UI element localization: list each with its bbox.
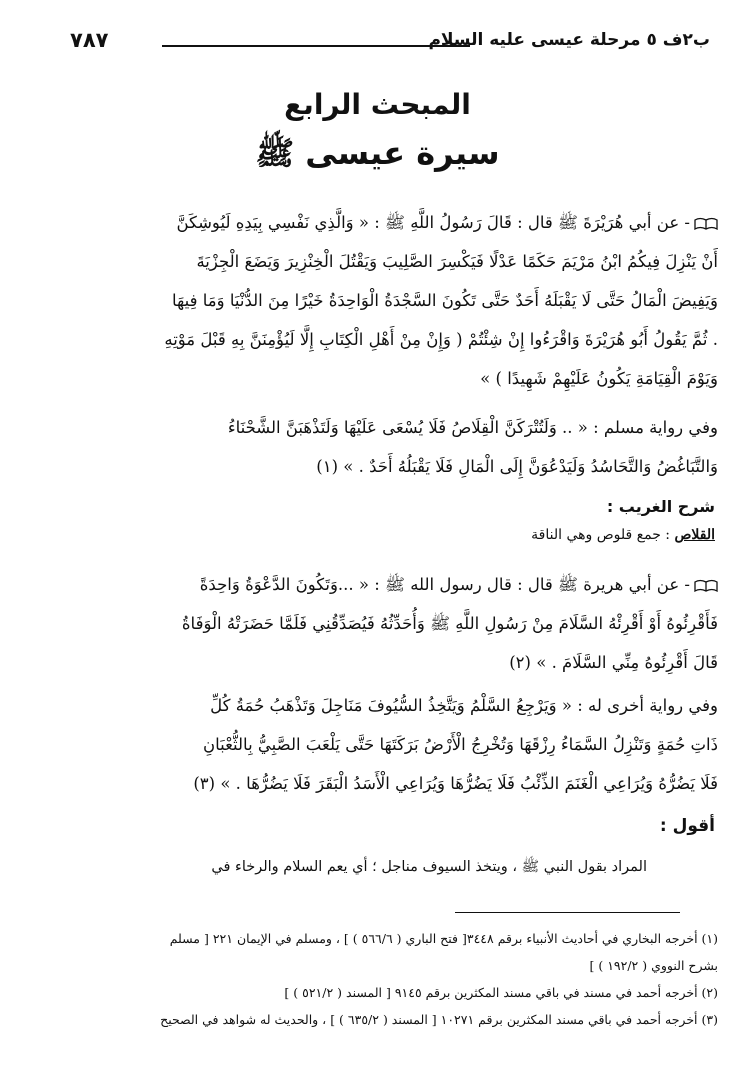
line-text: - عن أبي هُرَيْرَةَ ﷺ قال : قَالَ رَسُولُ اللَّهِ ﷺ : « وَالَّذِي نَفْسِي بِيَدِهِ لَيُوشِكَنَّ [176,213,690,232]
footnote-line: (١) أخرجه البخاري في أحاديث الأنبياء برقم ٣٤٤٨[ فتح الباري ( ٥٦٦/٦ ) ] ، ومسلم في الإيمان ٢٢١ [ مسلم [169,931,718,946]
text-line: وَيَفِيضَ الْمَالُ حَتَّى لَا يَقْبَلَهُ أَحَدٌ حَتَّى تَكُونَ السَّجْدَةُ الْوَاحِدَةُ خَيْرًا مِنَ الدُّنْيَا وَمَا فِيهَا [172,291,718,310]
text-line: ذَاتِ حُمَةٍ وَتَنْزِلُ السَّمَاءُ رِزْقَهَا وَتُخْرِجُ الْأَرْضُ بَرَكَتَهَا حَتَّى يَلْعَبَ الصَّبِيُّ بِالثُّعْبَانِ [202,735,718,754]
open-book-icon [694,579,718,592]
text-line: قَالَ أَقْرِئُوهُ مِنِّي السَّلَامَ . » (٢) [509,653,718,672]
text-line: وفي رواية أخرى له : « وَيَرْجِعُ السَّلْمُ وَيَتَّخِذُ السُّيُوفَ مَنَاجِلَ وَتَذْهَبُ حُمَةُ كُلِّ [210,696,718,715]
commentary-text: المراد بقول النبي ﷺ ، ويتخذ السيوف مناجل ؛ أي يعم السلام والرخاء في [211,859,647,875]
section-subtitle: سيرة عيسى ﷺ [255,134,500,172]
text-line [78,565,718,604]
text-line: . ثُمَّ يَقُولُ أَبُو هُرَيْرَةَ وَاقْرَءُوا إِنْ شِئْتُمْ ( وَإِنْ مِنْ أَهْلِ الْكِتَابِ إِلَّا لَيُؤْمِنَنَّ بِهِ قَبْلَ مَوْتِهِ [164,330,718,349]
gloss-heading: شرح الغريب : [606,497,715,516]
gloss-entry [531,527,715,543]
footnote-rule [455,912,680,913]
commentary-heading: أقول : [659,816,715,836]
text-line: وَالتَّبَاغُضُ وَالتَّحَاسُدُ وَلَيَدْعُوَنَّ إِلَى الْمَالِ فَلَا يَقْبَلُهُ أَحَدٌ . » (١) [316,457,718,476]
running-head-rule [162,45,470,47]
gloss-term: القلاص [674,527,715,543]
footnote-line: بشرح النووي ( ١٩٢/٢ ) ] [589,958,718,973]
gloss-definition: : جمع قلوص وهي الناقة [531,527,671,543]
hadith-paragraph-1 [78,203,718,398]
text-line: فَلَا يَضُرُّهُ وَيُرَاعِي الْغَنَمَ الذِّئْبُ فَلَا يَضُرُّهَا وَيُرَاعِي الْأَسَدُ الْبَقَرَ فَلَا يَضُرُّهَا . » (٣) [193,774,718,793]
text-line: أَنْ يَنْزِلَ فِيكُمُ ابْنُ مَرْيَمَ حَكَمًا عَدْلًا فَيَكْسِرَ الصَّلِيبَ وَيَقْتُلَ الْخِنْزِيرَ وَيَضَعَ الْجِزْيَةَ [196,252,718,271]
line-text: - عن أبي هريرة ﷺ قال : قال رسول الله ﷺ : « ...وَتَكُونَ الدَّعْوَةُ وَاحِدَةً [199,575,690,594]
hadith-paragraph-3 [78,565,718,682]
hadith-paragraph-4 [78,686,718,803]
text-line: فَأَقْرِئُوهُ أَوْ أَقْرِئْهُ السَّلَامَ مِنْ رَسُولِ اللَّهِ ﷺ وَأُحَدِّثُهُ فَيُصَدِّقُنِي فَلَمَّا حَضَرَتْهُ الْوَفَاةُ [181,614,718,633]
open-book-icon [694,217,718,230]
text-line: وفي رواية مسلم : « .. وَلَتُتْرَكَنَّ الْقِلَاصُ فَلَا يُسْعَى عَلَيْهَا وَلَتَذْهَبَنَّ الشَّحْنَاءُ [227,418,718,437]
footnote-line: (٢) أخرجه أحمد في مسند في باقي مسند المكثرين برقم ٩١٤٥ [ المسند ( ٥٢١/٢ ) ] [284,985,718,1000]
section-title: المبحث الرابع [284,88,471,121]
text-line [78,203,718,242]
footnotes [50,925,718,1033]
text-line: وَيَوْمَ الْقِيَامَةِ يَكُونُ عَلَيْهِمْ شَهِيدًا ) » [480,369,718,388]
footnote-line: (٣) أخرجه أحمد في باقي مسند المكثرين برقم ١٠٢٧١ [ المسند ( ٦٣٥/٢ ) ] ، والحديث له شواهد في الصحيح [160,1012,718,1027]
page-number: ٧٨٧ [70,28,109,52]
running-head [70,28,710,58]
hadith-paragraph-2 [78,408,718,486]
running-head-title: ب٢ف ٥ مرحلة عيسى عليه السلام [428,30,710,50]
